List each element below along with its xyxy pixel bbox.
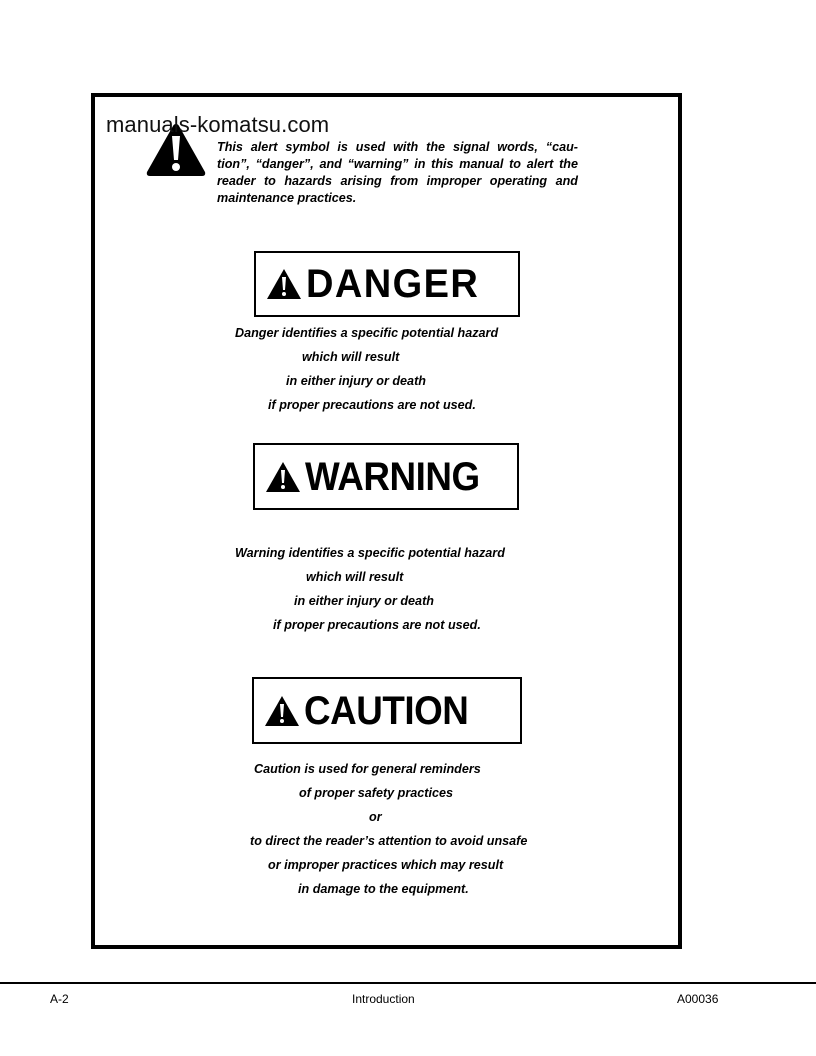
- caution-desc-line: in damage to the equipment.: [298, 882, 469, 896]
- caution-desc-line: or: [369, 810, 382, 824]
- warning-desc-line: which will result: [306, 570, 404, 584]
- warning-desc-line: in either injury or death: [294, 594, 434, 608]
- danger-desc-line: which will result: [302, 350, 400, 364]
- alert-triangle-icon: [266, 268, 302, 300]
- alert-triangle-icon: [264, 695, 300, 727]
- footer-rule: [0, 982, 816, 984]
- footer-page-number: A-2: [50, 992, 69, 1006]
- caution-sign: [252, 677, 522, 744]
- danger-sign: [254, 251, 520, 317]
- caution-desc-line: or improper practices which may result: [268, 858, 504, 872]
- danger-label: DANGER: [306, 262, 480, 306]
- intro-line: This alert symbol is used with the signal words, “cau-: [217, 140, 578, 154]
- watermark: manuals-komatsu.com: [106, 112, 330, 137]
- warning-sign: [253, 443, 519, 510]
- warning-desc-line: if proper precautions are not used.: [273, 618, 481, 632]
- intro-line: maintenance practices.: [217, 191, 357, 205]
- footer-doc-code: A00036: [677, 992, 719, 1006]
- alert-intro-paragraph: [217, 139, 578, 207]
- caution-desc-line: to direct the reader’s attention to avoid unsafe: [250, 834, 528, 848]
- warning-label: WARNING: [305, 454, 480, 499]
- danger-desc-line: if proper precautions are not used.: [268, 398, 476, 412]
- caution-label: CAUTION: [304, 688, 469, 733]
- caution-desc-line: Caution is used for general reminders: [254, 762, 481, 776]
- footer-section-title: Introduction: [352, 992, 415, 1006]
- intro-line: tion”, “danger”, and “warning” in this manual to alert the: [217, 157, 578, 171]
- danger-desc-line: in either injury or death: [286, 374, 426, 388]
- danger-desc-line: Danger identifies a specific potential hazard: [235, 326, 499, 340]
- alert-triangle-icon: [265, 461, 301, 493]
- caution-desc-line: of proper safety practices: [299, 786, 453, 800]
- content-frame: [91, 93, 682, 949]
- warning-desc-line: Warning identifies a specific potential hazard: [235, 546, 505, 560]
- intro-line: reader to hazards arising from improper operating and: [217, 174, 578, 188]
